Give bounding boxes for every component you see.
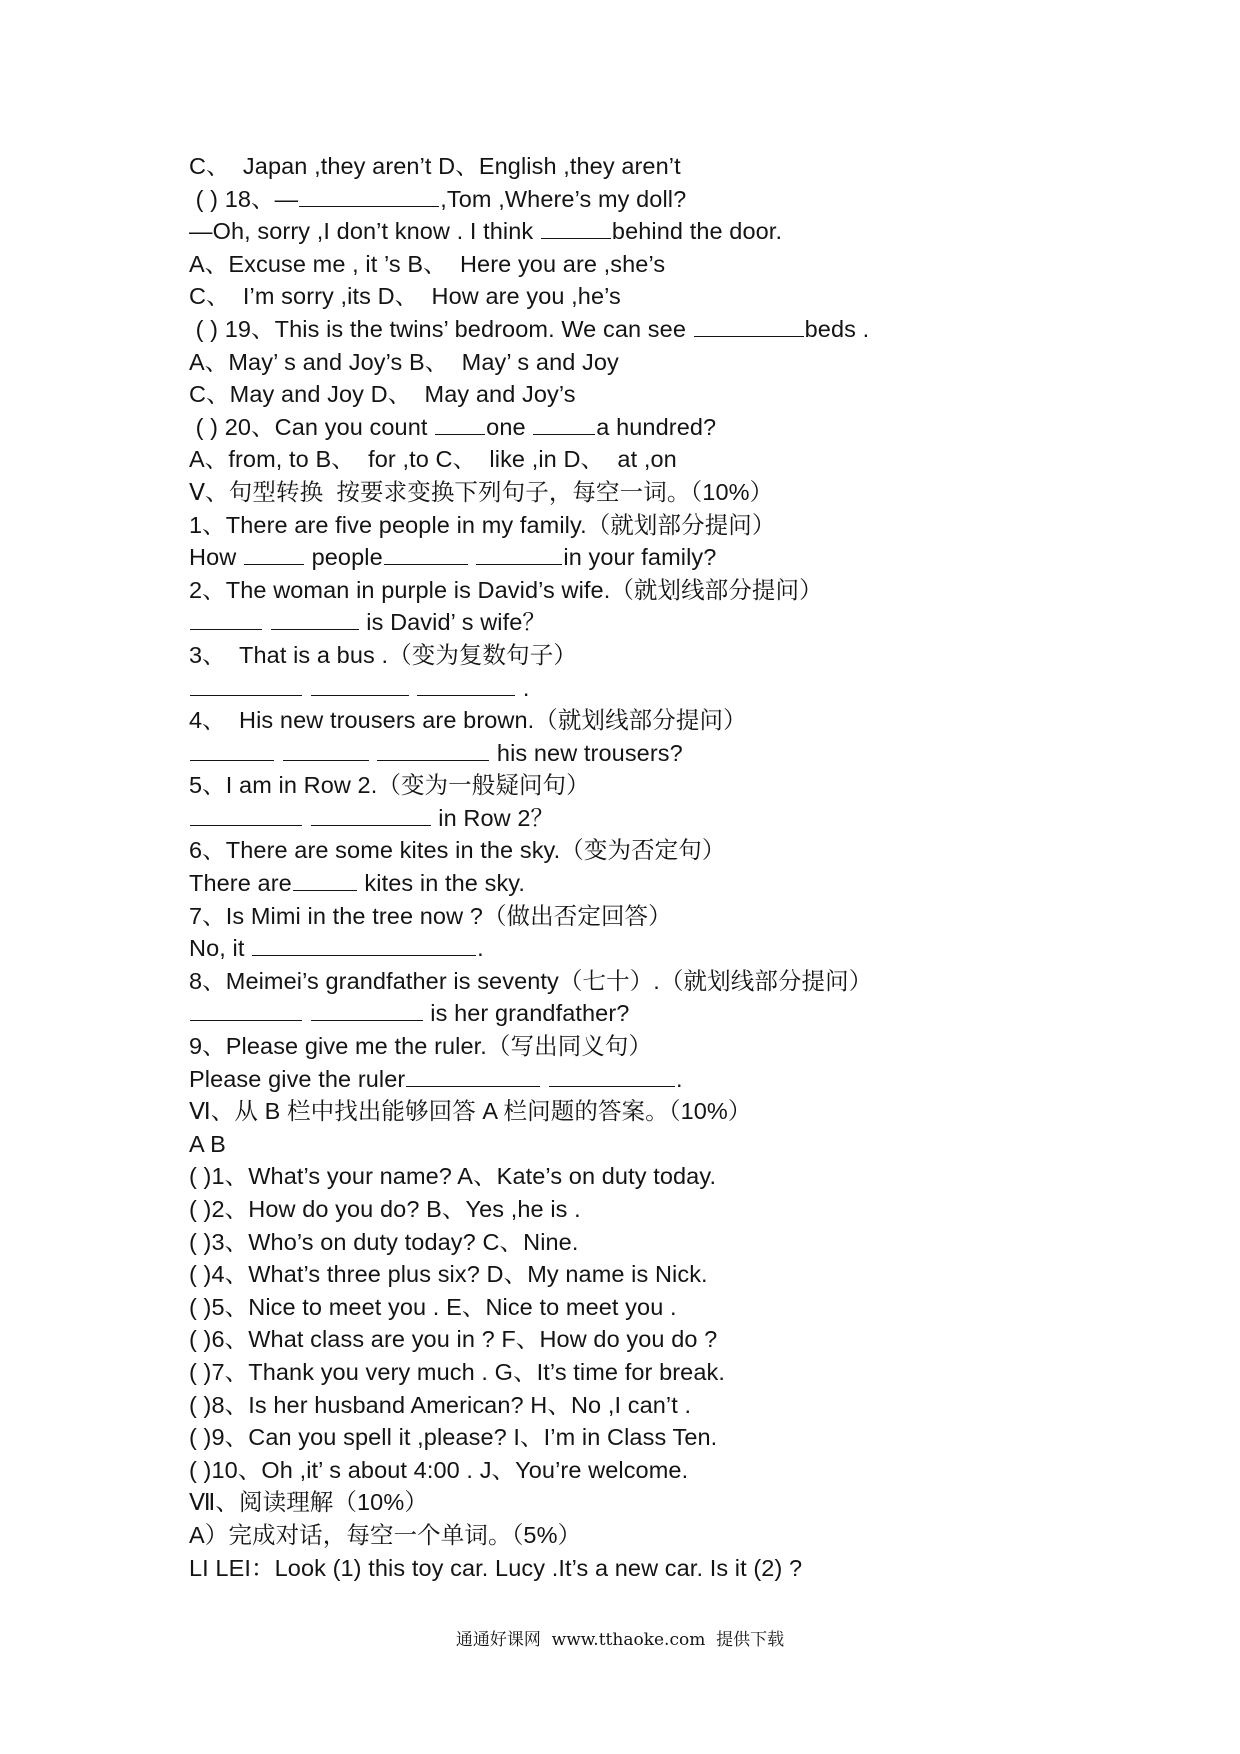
text-line xyxy=(189,476,1089,509)
text-line xyxy=(189,704,1089,737)
answer-blank[interactable] xyxy=(694,314,804,337)
answer-blank[interactable] xyxy=(549,1064,675,1087)
text-line xyxy=(189,802,1089,835)
line-text: ( )10、Oh ,it’ s about 4:00 . J、You’re welcome. xyxy=(189,1456,689,1483)
line-text: ( )6、What class are you in ? F、How do you do ? xyxy=(189,1326,718,1353)
text-line xyxy=(189,639,1089,672)
text-line xyxy=(189,1030,1089,1063)
text-line xyxy=(189,769,1089,802)
text-line xyxy=(189,1323,1089,1356)
line-text: A、May’ s and Joy’s B、 May’ s and Joy xyxy=(189,348,619,375)
line-text: 7、Is Mimi in the tree now ?（做出否定回答） xyxy=(189,902,672,929)
text-line xyxy=(189,997,1089,1030)
line-text: ( ) 20、Can you count xyxy=(189,413,435,440)
line-text: is her grandfather? xyxy=(423,1000,630,1027)
text-line xyxy=(189,1063,1089,1096)
answer-blank[interactable] xyxy=(476,542,562,565)
text-line xyxy=(189,1258,1089,1291)
line-text: C、May and Joy D、 May and Joy’s xyxy=(189,381,576,408)
line-text: A、Excuse me , it ’s B、 Here you are ,she’s xyxy=(189,250,666,277)
text-line xyxy=(189,737,1089,770)
answer-blank[interactable] xyxy=(299,184,439,207)
text-line xyxy=(189,411,1089,444)
line-text: ( )9、Can you spell it ,please? I、I’m in Class Ten. xyxy=(189,1424,718,1451)
text-line xyxy=(189,1421,1089,1454)
line-text: 6、There are some kites in the sky.（变为否定句） xyxy=(189,837,726,864)
page-footer: 通通好课网 www.tthaoke.com 提供下载 xyxy=(455,1630,785,1650)
line-text: beds . xyxy=(804,315,870,342)
line-text: ( )2、How do you do? B、Yes ,he is . xyxy=(189,1196,581,1222)
line-text: —Oh, sorry ,I don’t know . I think xyxy=(189,218,540,245)
line-text: ( )8、Is her husband American? H、No ,I can’t . xyxy=(189,1391,692,1418)
line-text: 9、Please give me the ruler.（写出同义句） xyxy=(189,1033,653,1060)
text-line xyxy=(189,280,1089,313)
line-text: There are xyxy=(189,870,292,897)
line-text: 1、There are five people in my family.（就划部分提问） xyxy=(189,511,776,538)
text-line xyxy=(189,313,1089,346)
answer-blank[interactable] xyxy=(311,998,423,1021)
line-text: Please give the ruler xyxy=(189,1065,406,1092)
line-text: his new trousers? xyxy=(490,739,683,766)
line-text: . xyxy=(516,674,530,701)
text-line xyxy=(189,932,1089,965)
text-line xyxy=(189,965,1089,998)
line-text: C、 Japan ,they aren’t D、English ,they aren’t xyxy=(189,153,681,179)
answer-blank[interactable] xyxy=(190,673,302,696)
text-line xyxy=(189,606,1089,639)
line-text: in your family? xyxy=(563,544,717,571)
line-text: 4、 His new trousers are brown.（就划线部分提问） xyxy=(189,707,747,734)
line-text: ( )5、Nice to meet you . E、Nice to meet you . xyxy=(189,1293,677,1320)
line-text: A）完成对话，每空一个单词。（5%） xyxy=(189,1521,582,1548)
text-line xyxy=(189,867,1089,900)
line-text xyxy=(275,740,282,766)
text-line xyxy=(189,443,1089,476)
line-text: 2、The woman in purple is David’s wife.（就划线部分提问） xyxy=(189,576,823,603)
text-line xyxy=(189,1519,1089,1552)
line-text: 8、Meimei’s grandfather is seventy（七十）.（就划线部分提问） xyxy=(189,967,873,994)
line-text: is David’ s wife？ xyxy=(359,609,546,636)
text-line xyxy=(189,1226,1089,1259)
line-text: A、from, to B、 for ,to C、 like ,in D、 at ,on xyxy=(189,446,677,473)
answer-blank[interactable] xyxy=(533,412,595,435)
text-line xyxy=(189,378,1089,411)
text-line xyxy=(189,541,1089,574)
answer-blank[interactable] xyxy=(384,542,468,565)
line-text: No, it xyxy=(189,935,252,962)
text-line xyxy=(189,215,1089,248)
text-line xyxy=(189,509,1089,542)
text-line xyxy=(189,1454,1089,1487)
answer-blank[interactable] xyxy=(406,1064,540,1087)
answer-blank[interactable] xyxy=(377,738,489,761)
line-text: a hundred? xyxy=(596,413,717,440)
line-text xyxy=(303,1000,310,1026)
line-text: Ⅶ、阅读理解（10%） xyxy=(189,1489,428,1516)
answer-blank[interactable] xyxy=(190,738,274,761)
answer-blank[interactable] xyxy=(244,542,304,565)
text-line xyxy=(189,346,1089,379)
line-text: behind the door. xyxy=(611,218,783,245)
line-text: ( )4、What’s three plus six? D、My name is Nick. xyxy=(189,1261,708,1288)
line-text xyxy=(410,675,417,701)
text-line xyxy=(189,1160,1089,1193)
text-line xyxy=(189,834,1089,867)
line-text xyxy=(469,544,476,570)
answer-blank[interactable] xyxy=(190,803,302,826)
line-text: . xyxy=(477,935,484,962)
text-line xyxy=(189,1193,1089,1226)
line-text: kites in the sky. xyxy=(357,870,526,897)
line-text: one xyxy=(486,413,533,440)
text-line xyxy=(189,900,1089,933)
text-line xyxy=(189,672,1089,705)
line-text: C、 I’m sorry ,its D、 How are you ,he’s xyxy=(189,283,621,310)
line-text: ( ) 19、This is the twins’ bedroom. We can see xyxy=(189,315,693,342)
text-line xyxy=(189,574,1089,607)
answer-blank[interactable] xyxy=(293,868,357,891)
text-line xyxy=(189,1389,1089,1422)
line-text: Ⅴ、句型转换 按要求变换下列句子，每空一词。（10%） xyxy=(189,478,774,505)
answer-blank[interactable] xyxy=(252,933,476,956)
text-line xyxy=(189,150,1089,183)
answer-blank[interactable] xyxy=(541,216,611,239)
line-text xyxy=(370,740,377,766)
line-text: in Row 2？ xyxy=(431,804,555,831)
line-text: ( )3、Who’s on duty today? C、Nine. xyxy=(189,1228,579,1255)
text-line xyxy=(189,248,1089,281)
answer-blank[interactable] xyxy=(190,998,302,1021)
text-line xyxy=(189,183,1089,216)
answer-blank[interactable] xyxy=(435,412,485,435)
line-text: ( )7、Thank you very much . G、It’s time for break. xyxy=(189,1358,725,1385)
answer-blank[interactable] xyxy=(311,673,409,696)
line-text: How xyxy=(189,544,243,571)
line-text: ( )1、What’s your name? A、Kate’s on duty today. xyxy=(189,1163,717,1190)
line-text: LI LEI：Look (1) this toy car. Lucy .It’s a new car. Is it (2) ? xyxy=(189,1554,803,1581)
line-text: ( ) 18、— xyxy=(189,185,299,212)
line-text xyxy=(541,1066,548,1092)
answer-blank[interactable] xyxy=(190,607,262,630)
line-text xyxy=(303,675,310,701)
answer-blank[interactable] xyxy=(271,607,359,630)
line-text: 3、 That is a bus .（变为复数句子） xyxy=(189,641,577,668)
line-text xyxy=(263,609,270,635)
line-text: . xyxy=(675,1065,683,1092)
text-line xyxy=(189,1291,1089,1324)
line-text xyxy=(303,805,310,831)
answer-blank[interactable] xyxy=(311,803,431,826)
text-line xyxy=(189,1486,1089,1519)
line-text: A B xyxy=(189,1130,226,1157)
text-line xyxy=(189,1552,1089,1585)
document-body xyxy=(189,150,1089,1584)
answer-blank[interactable] xyxy=(417,673,515,696)
line-text: ,Tom ,Where’s my doll? xyxy=(440,185,687,212)
line-text: Ⅵ、从 B 栏中找出能够回答 A 栏问题的答案。（10%） xyxy=(189,1098,752,1125)
text-line xyxy=(189,1128,1089,1161)
answer-blank[interactable] xyxy=(283,738,369,761)
line-text: 5、I am in Row 2.（变为一般疑问句） xyxy=(189,772,590,799)
line-text: people xyxy=(304,544,383,571)
text-line xyxy=(189,1095,1089,1128)
text-line xyxy=(189,1356,1089,1389)
